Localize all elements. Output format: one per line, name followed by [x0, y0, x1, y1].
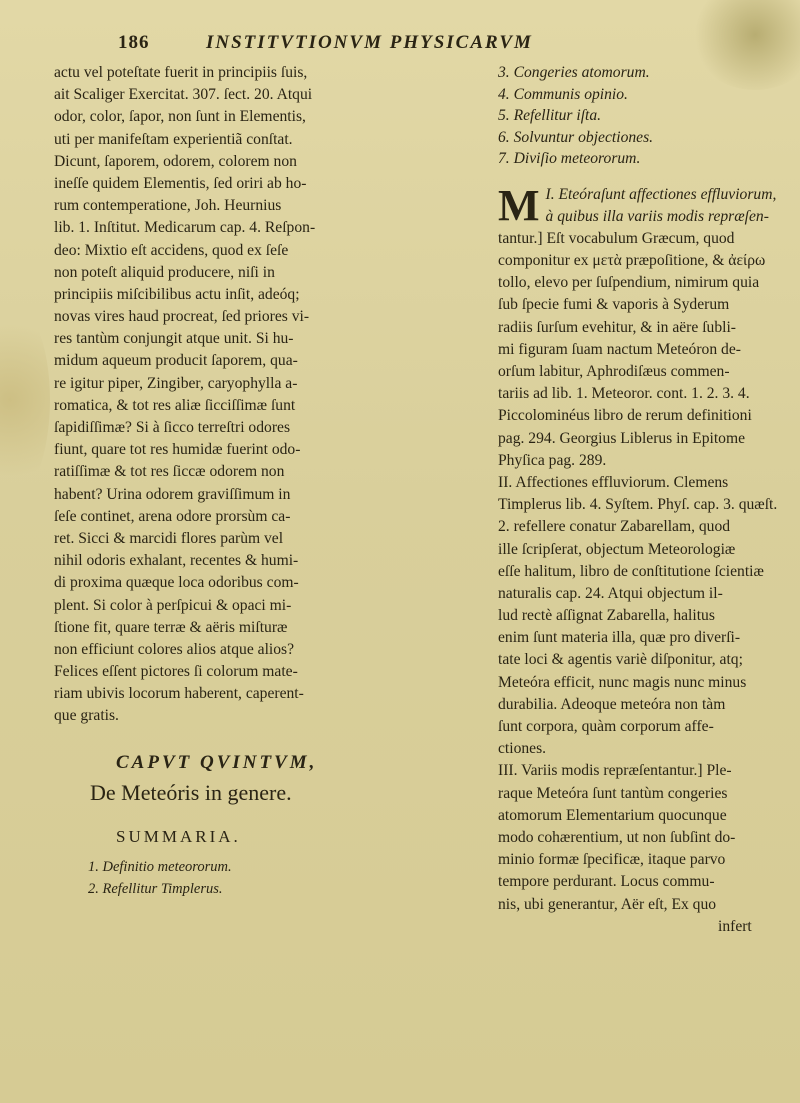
summary-item: 1. Definitio meteororum.: [88, 858, 232, 875]
running-title: INSTITVTIONVM PHYSICARVM: [206, 32, 533, 53]
text-line: di proxima quæque loca odoribus com-: [54, 574, 299, 592]
drop-cap: M: [498, 180, 540, 230]
text-line: nis, ubi generantur, Aër eſt, Ex quo: [498, 895, 717, 913]
text-line: enim ſunt materia illa, quæ pro diverſi-: [498, 629, 741, 647]
left-column: [54, 62, 482, 900]
summary-item: 6. Solvuntur objectiones.: [498, 128, 654, 146]
text-line: odor, color, ſapor, non ſunt in Elementis,: [54, 108, 306, 126]
text-line: Dicunt, ſaporem, odorem, colorem non: [54, 152, 297, 170]
summary-item: 7. Diviſio meteororum.: [498, 150, 641, 167]
text-line: modo cohærentium, ut non ſubſint do-: [498, 828, 736, 846]
text-line: atomorum Elementarium quocunque: [498, 806, 727, 824]
text-line: principiis miſcibilibus actu inſit, adeóq;: [54, 285, 300, 303]
text-line: ſeſe continet, arena odore prorsùm ca-: [54, 507, 291, 525]
text-line: ille ſcripſerat, objectum Meteorologiæ: [498, 540, 736, 558]
summary-item: 2. Refellitur Timplerus.: [88, 880, 223, 897]
text-line: Felices eſſent pictores ſi colorum mate-: [54, 663, 298, 681]
text-line: ſapidiſſimæ? Si à ſicco terreſtri odores: [54, 419, 291, 436]
summary-item: 5. Refellitur iſta.: [498, 107, 602, 124]
section-start: [498, 180, 798, 230]
text-line: Piccolominéus libro de rerum definitioni: [498, 407, 752, 425]
text-line: à quibus illa variis modis repræſen-: [545, 207, 769, 225]
text-line: I. Eteóraſunt affectiones effluviorum,: [545, 185, 777, 203]
text-line: non poteſt aliquid producere, niſi in: [54, 263, 275, 281]
text-line: ratiſſimæ & tot res ſiccæ odorem non: [54, 463, 285, 481]
text-line: plent. Si color à perſpicui & opaci mi-: [54, 596, 292, 614]
text-line: II. Affectiones effluviorum. Clemens: [498, 473, 729, 491]
text-line: Meteóra efficit, nunc magis nunc minus: [498, 673, 747, 691]
text-line: que gratis.: [54, 707, 119, 725]
text-line: fiunt, quare tot res humidæ fuerint odo-: [54, 441, 301, 459]
chapter-heading: CAPVT QVINTVM,: [116, 751, 318, 773]
catchword: infert: [718, 917, 752, 935]
text-line: re igitur piper, Zingiber, caryophylla a-: [54, 374, 298, 392]
running-header: [118, 32, 758, 66]
text-line: raque Meteóra ſunt tantùm congeries: [498, 784, 728, 802]
text-line: ſtione fit, quare terræ & aëris miſturæ: [54, 618, 288, 636]
text-line: tollo, elevo per ſuſpendium, nimirum quia: [498, 274, 760, 292]
text-line: novas vires haud procreat, ſed priores vi-: [54, 308, 310, 326]
text-line: habent? Urina odorem graviſſimum in: [54, 485, 291, 503]
text-line: tempore perdurant. Locus commu-: [498, 873, 715, 891]
text-line: componitur ex μετὰ præpoſitione, & ἀείρω: [498, 252, 766, 270]
text-line: orſum labitur, Aphrodiſæus commen-: [498, 363, 730, 381]
right-column: [498, 62, 798, 938]
text-line: ait Scaliger Exercitat. 307. ſect. 20. Atqui: [54, 86, 313, 104]
text-line: ineſſe quidem Elementis, ſed oriri ab ho-: [54, 174, 307, 192]
text-line: radiis ſurſum evehitur, & in aëre ſubli-: [498, 318, 736, 336]
text-line: ret. Sicci & marcidi flores parùm vel: [54, 529, 284, 547]
text-line: pag. 294. Georgius Liblerus in Epitome: [498, 429, 746, 447]
text-line: lib. 1. Inſtitut. Medicarum cap. 4. Reſpon-: [54, 219, 316, 237]
foxing-stain: [0, 300, 50, 500]
text-line: Phyſica pag. 289.: [498, 451, 607, 469]
text-line: non efficiunt colores alios atque alios?: [54, 640, 295, 658]
text-line: nihil odoris exhalant, recentes & humi-: [54, 552, 299, 570]
text-line: durabilia. Adeoque meteóra non tàm: [498, 695, 726, 713]
text-line: tariis ad lib. 1. Meteoror. cont. 1. 2. 3. 4.: [498, 385, 750, 403]
text-line: III. Variis modis repræſentantur.] Ple-: [498, 762, 732, 780]
text-line: ctiones.: [498, 740, 547, 758]
text-line: riam ubivis locorum haberent, caperent-: [54, 685, 304, 703]
summaria-heading: SUMMARIA.: [116, 826, 241, 846]
text-line: actu vel poteſtate fuerit in principiis ſuis,: [54, 64, 308, 81]
summary-item: 4. Communis opinio.: [498, 85, 628, 103]
text-line: naturalis cap. 24. Atqui objectum il-: [498, 584, 723, 602]
text-line: ſunt corpora, quàm corporum affe-: [498, 718, 714, 736]
text-line: lud rectè aſſignat Zabarella, halitus: [498, 607, 715, 625]
text-line: Timplerus lib. 4. Syſtem. Phyſ. cap. 3. quæſt.: [498, 496, 778, 514]
text-line: eſſe halitum, libro de conſtitutione ſcientiæ: [498, 562, 764, 580]
text-line: tantur.] Eſt vocabulum Græcum, quod: [498, 229, 735, 247]
chapter-subtitle: De Meteóris in genere.: [90, 779, 292, 805]
text-line: tate loci & agentis variè diſponitur, atq;: [498, 651, 743, 669]
text-line: deo: Mixtio eſt accidens, quod ex ſeſe: [54, 241, 289, 259]
text-line: ſub ſpecie fumi & vaporis à Syderum: [498, 296, 730, 314]
text-line: midum aqueum producit ſaporem, qua-: [54, 352, 298, 370]
text-line: res tantùm conjungit atque unit. Si hu-: [54, 330, 294, 348]
page-number: 186: [118, 32, 150, 53]
text-line: romatica, & tot res aliæ ſicciſſimæ ſunt: [54, 396, 296, 414]
text-line: mi figuram ſuam nactum Meteóron de-: [498, 340, 741, 358]
text-line: uti per manifeſtam experientiã conſtat.: [54, 130, 293, 148]
text-line: 2. refellere conatur Zabarellam, quod: [498, 518, 731, 536]
summary-item: 3. Congeries atomorum.: [498, 64, 650, 81]
text-line: minio formæ ſpecificæ, itaque parvo: [498, 851, 726, 869]
text-line: rum contemperatione, Joh. Heurnius: [54, 197, 282, 215]
